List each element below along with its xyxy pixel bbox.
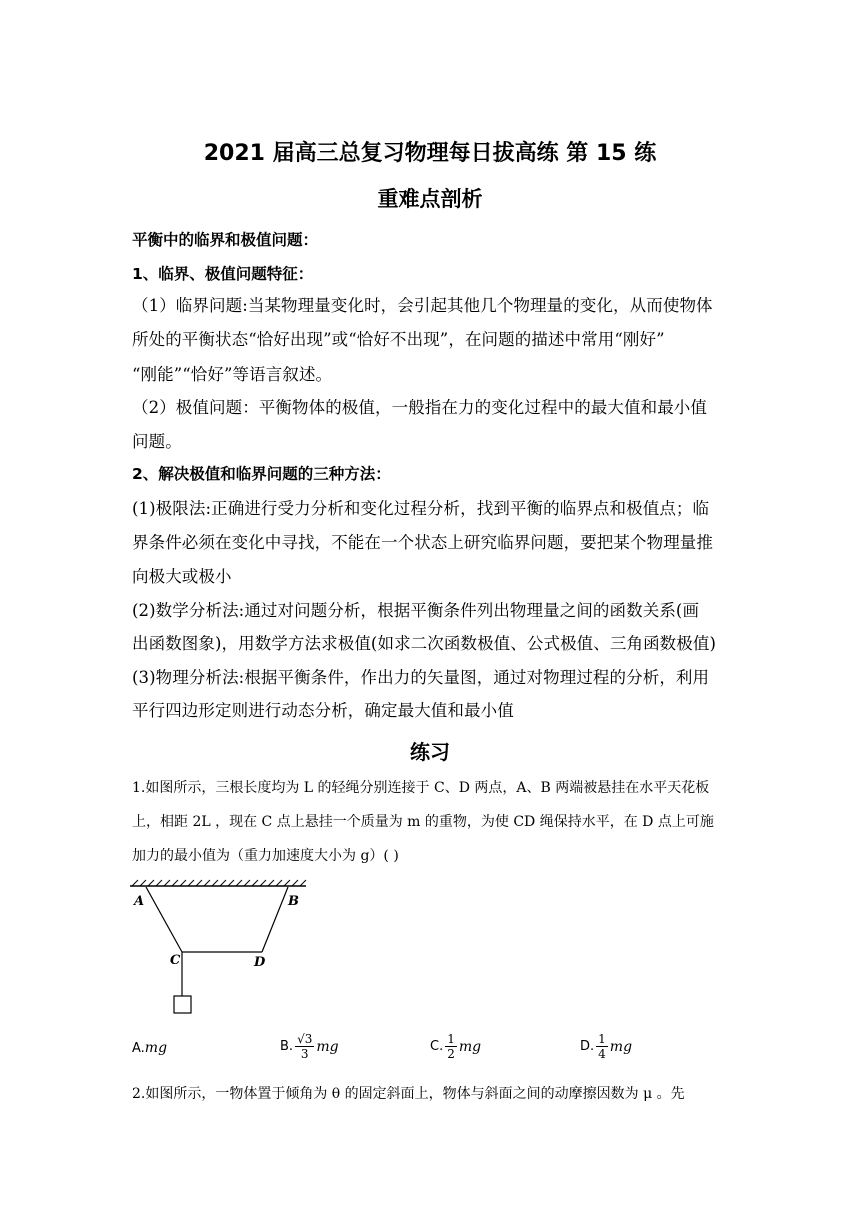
option-d-numerator: 1 [598,1032,606,1046]
option-b-numerator: √3 [297,1032,313,1046]
paragraph-line: 所处的平衡状态“恰好出现”或“恰好不出现”，在问题的描述中常用“刚好” [132,330,665,349]
option-d-denominator: 4 [598,1047,606,1061]
rope-diagram [128,878,310,1018]
option-b-label: B. [280,1039,294,1054]
option-b[interactable] [280,1032,339,1061]
label-d: D [254,955,266,970]
label-c: C [170,953,181,968]
paragraph-line: 界条件必须在变化中寻找，不能在一个状态上研究临界问题，要把某个物理量推 [132,533,713,552]
option-b-fraction [295,1032,314,1061]
paragraph-line: (2)数学分析法:通过对问题分析，根据平衡条件列出物理量之间的函数关系(画 [132,601,700,620]
paragraph-line: (3)物理分析法:根据平衡条件，作出力的矢量图，通过对物理过程的分析，利用 [132,668,710,687]
paragraph-line: 问题。 [132,432,182,451]
paragraph-line: “刚能”“恰好”等语言叙述。 [132,365,333,384]
option-c-denominator: 2 [447,1047,455,1061]
option-d-label: D. [580,1039,595,1054]
option-c-unit: mg [458,1038,482,1055]
option-c-label: C. [430,1039,444,1054]
paragraph-line: 出函数图象)，用数学方法求极值(如求二次函数极值、公式极值、三角函数极值) [132,634,717,653]
question-1-line: 上，相距 2L ，现在 C 点上悬挂一个质量为 m 的重物，为使 CD 绳保持水平，在 D 点上可施 [132,814,714,830]
section-2-title: 2、解决极值和临界问题的三种方法： [132,465,391,483]
option-a[interactable] [132,1040,167,1056]
question-1-line: 加力的最小值为（重力加速度大小为 g）( ) [132,848,399,864]
option-c-fraction [445,1032,457,1061]
topic-heading: 平衡中的临界和极值问题： [132,231,319,249]
section-subtitle: 重难点剖析 [377,187,483,211]
option-d-fraction [596,1032,608,1061]
label-b: B [288,894,299,909]
option-b-denominator: 3 [300,1047,309,1061]
option-c-numerator: 1 [447,1032,455,1046]
paragraph-line: (1)极限法:正确进行受力分析和变化过程分析，找到平衡的临界点和极值点；临 [132,499,710,518]
section-1-title: 1、临界、极值问题特征： [132,265,314,283]
question-2-line: 2.如图所示，一物体置于倾角为 θ 的固定斜面上，物体与斜面之间的动摩擦因数为 μ 。先 [132,1086,685,1102]
option-a-value: mg [144,1040,168,1056]
page-title: 2021 届高三总复习物理每日拔高练 第 15 练 [203,141,657,166]
option-b-unit: mg [316,1038,339,1055]
option-a-label: A. [132,1040,145,1056]
option-d[interactable] [580,1032,632,1061]
option-c[interactable] [430,1032,481,1061]
label-a: A [134,894,145,909]
paragraph-line: 向极大或极小 [132,567,232,586]
practice-title: 练习 [410,740,450,764]
option-d-unit: mg [609,1038,633,1055]
question-1-line: 1.如图所示，三根长度均为 L 的轻绳分别连接于 C、D 两点，A、B 两端被悬挂在水平天花板 [132,780,710,796]
paragraph-line: 平行四边形定则进行动态分析，确定最大值和最小值 [132,701,514,720]
paragraph-line: （1）临界问题:当某物理量变化时，会引起其他几个物理量的变化，从而使物体 [132,296,713,315]
paragraph-line: （2）极值问题：平衡物体的极值，一般指在力的变化过程中的最大值和最小值 [132,398,707,417]
